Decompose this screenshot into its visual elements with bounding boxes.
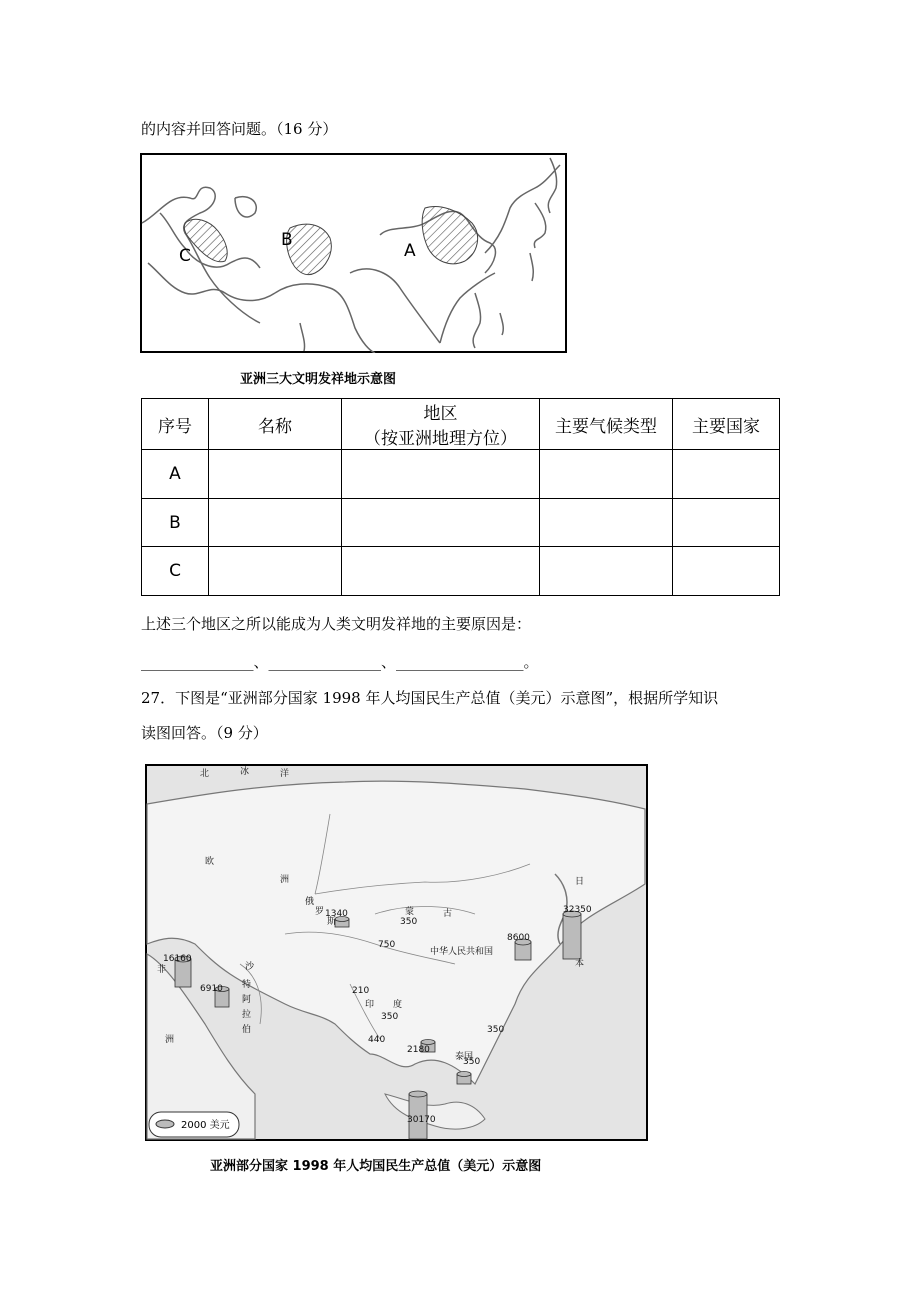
gnp-value: 32350 (563, 905, 592, 915)
row-c-index: C (142, 547, 209, 596)
region-label: 洲 (280, 875, 290, 885)
region-label: 沙 (245, 962, 255, 972)
row-a-index: A (142, 450, 209, 499)
region-label: 非 (157, 965, 167, 975)
region-label: 伯 (242, 1025, 252, 1035)
reason-line: 上述三个地区之所以能成为人类文明发祥地的主要原因是： (141, 615, 532, 633)
civilization-map (140, 153, 567, 353)
cell-blank[interactable] (540, 547, 673, 596)
cell-blank[interactable] (209, 547, 342, 596)
gnp-value: 350 (487, 1025, 505, 1035)
header-name: 名称 (209, 399, 342, 450)
gnp-value: 350 (463, 1057, 481, 1067)
cell-blank[interactable] (342, 450, 540, 499)
q27-line1: 27．下图是“亚洲部分国家 1998 年人均国民生产总值（美元）示意图”，根据所学知识 (141, 689, 719, 707)
gnp-value: 350 (400, 917, 418, 927)
cell-blank[interactable] (342, 547, 540, 596)
header-climate: 主要气候类型 (540, 399, 673, 450)
cell-blank[interactable] (673, 450, 780, 499)
label-b: B (281, 230, 293, 250)
gnp-value: 210 (352, 986, 370, 996)
gnp-value: 750 (378, 940, 396, 950)
cell-blank[interactable] (540, 450, 673, 499)
legend (149, 1112, 239, 1137)
region-label: 冰 (240, 767, 250, 777)
cell-blank[interactable] (540, 499, 673, 547)
region-label: 洲 (165, 1035, 175, 1045)
region-label: 中华人民共和国 (430, 947, 494, 957)
cell-blank[interactable] (209, 450, 342, 499)
row-b-index: B (142, 499, 209, 547)
region-label: 日 (575, 877, 585, 887)
gnp-value: 350 (381, 1012, 399, 1022)
region-label: 度 (393, 1000, 403, 1010)
header-countries: 主要国家 (673, 399, 780, 450)
region-label: 特 (242, 980, 252, 990)
gnp-value: 16160 (163, 954, 192, 964)
legend-label: 2000 美元 (181, 1120, 230, 1131)
gnp-value: 1340 (325, 909, 348, 919)
civilization-table (141, 398, 780, 596)
region-label: 俄 (305, 897, 315, 907)
intro-line: 的内容并回答问题。（16 分） (141, 120, 338, 138)
map1-caption: 亚洲三大文明发祥地示意图 (240, 372, 397, 387)
header-region-line1: 地区 (423, 404, 458, 424)
cell-blank[interactable] (342, 499, 540, 547)
header-region-line2: （按亚洲地理方位） (364, 429, 517, 449)
region-label: 斯 (327, 917, 337, 927)
q27-line2: 读图回答。（9 分） (141, 724, 268, 742)
coin-stack-japan (563, 911, 581, 959)
region-label: 本 (575, 959, 585, 969)
gnp-value: 2180 (407, 1045, 430, 1055)
label-c: C (179, 246, 191, 266)
cell-blank[interactable] (673, 547, 780, 596)
region-label: 阿 (242, 995, 252, 1005)
label-a: A (404, 241, 416, 261)
region-label: 泰国 (455, 1052, 474, 1062)
coin-stack-thailand (457, 1072, 471, 1085)
region-label: 北 (200, 769, 210, 779)
cell-blank[interactable] (673, 499, 780, 547)
gnp-value: 8600 (507, 933, 530, 943)
gnp-value: 30170 (407, 1115, 436, 1125)
region-label: 古 (443, 909, 453, 919)
region-label: 拉 (242, 1010, 252, 1020)
cell-blank[interactable] (209, 499, 342, 547)
region-label: 洋 (280, 769, 290, 779)
region-label: 蒙 (405, 907, 415, 917)
gnp-value: 6910 (200, 984, 223, 994)
answer-blanks[interactable]: _______________、_______________、_________________。 (141, 653, 539, 671)
gnp-map (145, 764, 648, 1141)
gnp-value: 440 (368, 1035, 386, 1045)
region-label: 印 (365, 1000, 375, 1010)
header-region (342, 399, 540, 450)
region-label: 罗 (315, 907, 325, 917)
region-label: 欧 (205, 857, 215, 867)
header-index: 序号 (142, 399, 209, 450)
map2-caption: 亚洲部分国家 1998 年人均国民生产总值（美元）示意图 (210, 1159, 542, 1174)
